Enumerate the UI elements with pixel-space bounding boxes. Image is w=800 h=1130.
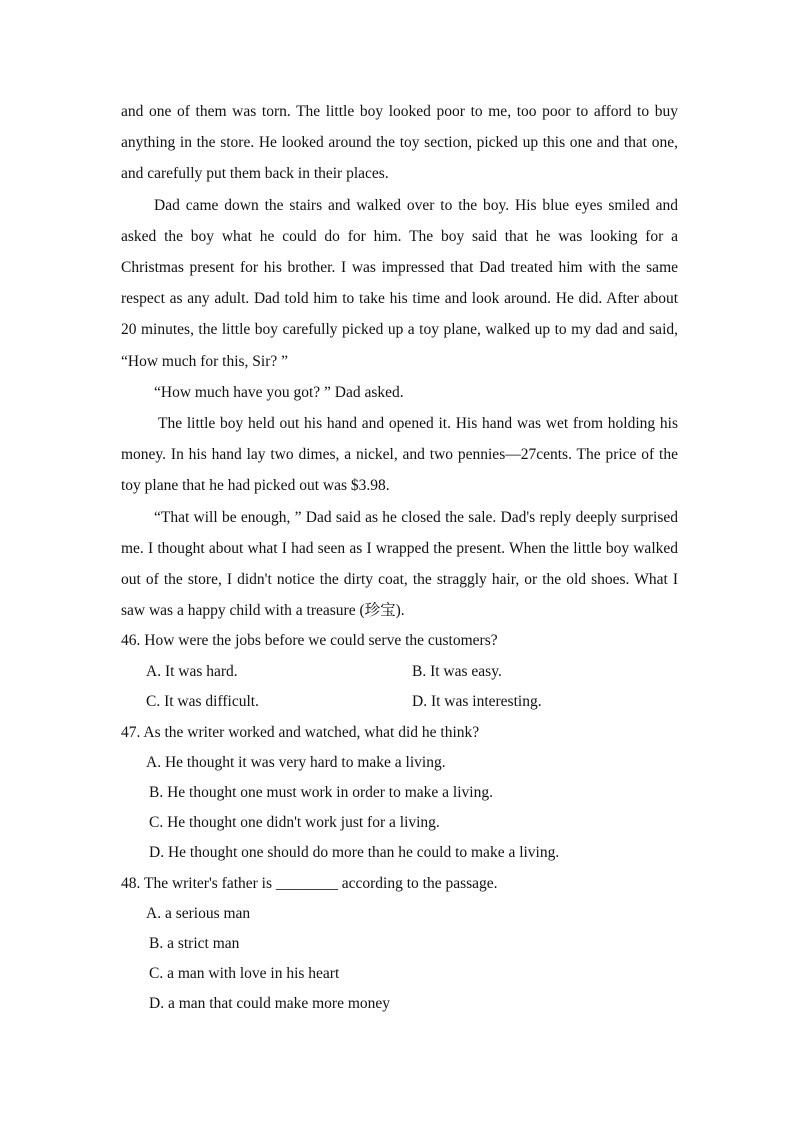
option-b: B. He thought one must work in order to make a living. xyxy=(149,784,493,802)
document-page xyxy=(121,96,678,1020)
option-d: D. He thought one should do more than he could to make a living. xyxy=(149,844,560,862)
option-a: A. He thought it was very hard to make a living. xyxy=(146,753,446,771)
option-c: C. He thought one didn't work just for a living. xyxy=(149,814,440,832)
passage-paragraph-3: “How much have you got? ” Dad asked. xyxy=(154,383,404,401)
option-b: B. a strict man xyxy=(149,935,240,953)
question-stem: 46. How were the jobs before we could serve the customers? xyxy=(121,632,498,650)
question-48 xyxy=(121,869,678,1020)
passage-paragraph-5: “That will be enough, ” Dad said as he closed the sale. Dad's reply deeply surprised me. I thought about what I had seen as I wrapped the present. When the little boy walked out of the store, I didn't notice the dirty coat, the straggly hair, or the old shoes. What I saw was a happy child with a treasure (珍宝). xyxy=(121,508,678,620)
question-stem: 47. As the writer worked and watched, what did he think? xyxy=(121,723,480,741)
option-b: B. It was easy. xyxy=(412,662,502,680)
question-options xyxy=(121,657,678,718)
question-stem: 48. The writer's father is ________ according to the passage. xyxy=(121,874,498,892)
option-a: A. a serious man xyxy=(146,904,251,922)
option-c: C. It was difficult. xyxy=(146,693,259,711)
option-c: C. a man with love in his heart xyxy=(149,965,340,983)
passage-paragraph-2: Dad came down the stairs and walked over to the boy. His blue eyes smiled and asked the boy what he could do for him. The boy said that he was looking for a Christmas present for his brother. I was impressed that Dad treated him with the same respect as any adult. Dad told him to take his time and look around. He did. After about 20 minutes, the little boy carefully picked up a toy plane, walked up to my dad and said, “How much for this, Sir? ” xyxy=(121,196,678,370)
option-d: D. a man that could make more money xyxy=(149,995,391,1013)
passage-paragraph-1: and one of them was torn. The little boy looked poor to me, too poor to afford to buy anything in the store. He looked around the toy section, picked up this one and that one, and carefully put them back in their places. xyxy=(121,103,678,183)
option-d: D. It was interesting. xyxy=(412,693,542,711)
passage-paragraph-4: The little boy held out his hand and opened it. His hand was wet from holding his money. In his hand lay two dimes, a nickel, and two pennies—27cents. The price of the toy plane that he had picked out was $3.98. xyxy=(121,415,678,495)
option-a: A. It was hard. xyxy=(146,662,238,680)
question-47 xyxy=(121,718,678,869)
question-46 xyxy=(121,626,678,717)
